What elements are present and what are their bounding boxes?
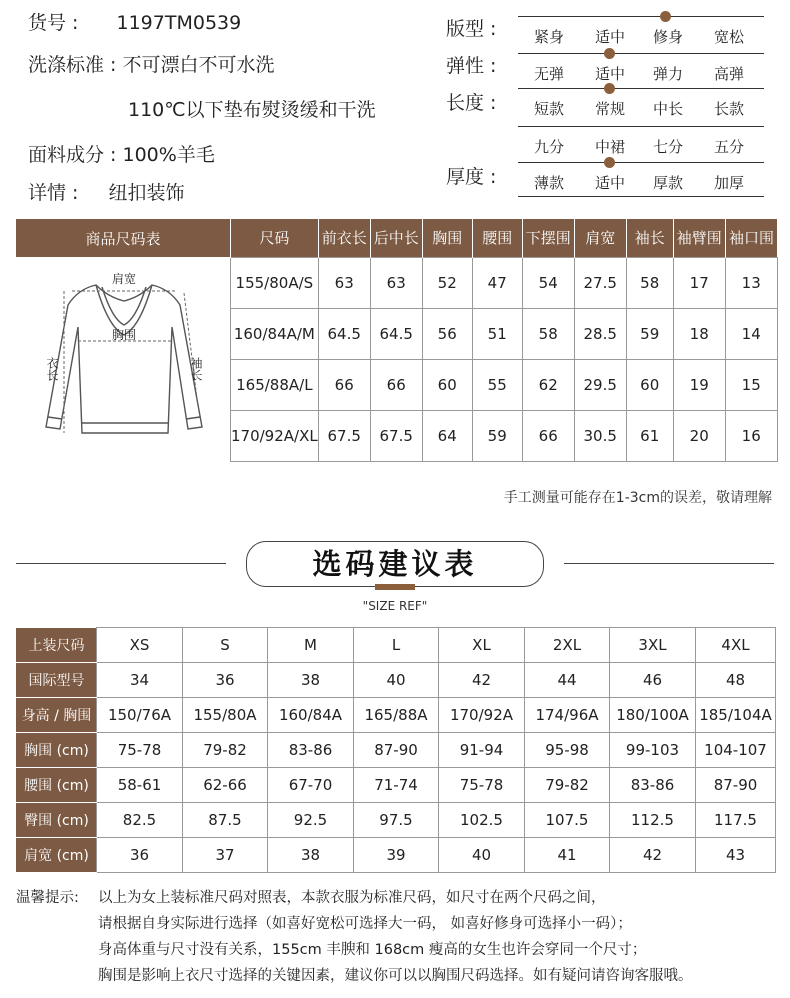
table-cell: 41 — [525, 838, 610, 873]
size-cell: 14 — [725, 308, 777, 359]
fit-scale — [518, 16, 764, 46]
length-marker — [604, 83, 615, 94]
fit-option: 宽松 — [713, 28, 744, 46]
table-cell: 160/84A — [268, 698, 354, 733]
length-secondary-track — [518, 126, 764, 127]
size-cell: 27.5 — [574, 257, 626, 308]
size-cell: 17 — [673, 257, 725, 308]
size-cell: 61 — [626, 410, 673, 461]
table-cell: XL — [439, 628, 525, 663]
size-chart-header: 袖口围 — [725, 219, 777, 257]
tips-line: 身高体重与尺寸没有关系，155cm 丰腴和 168cm 瘦高的女生也许会穿同一个尺寸； — [98, 942, 647, 958]
table-cell: 40 — [439, 838, 525, 873]
size-cell: 160/84A/M — [231, 308, 319, 359]
elasticity-label: 弹性 : — [446, 55, 497, 77]
fit-option: 紧身 — [533, 28, 564, 46]
table-cell: 71-74 — [354, 768, 439, 803]
size-cell: 15 — [725, 359, 777, 410]
size-cell: 58 — [522, 308, 574, 359]
length-secondary-option: 九分 — [533, 138, 564, 156]
size-cell: 66 — [318, 359, 370, 410]
diagram-chest-label: 胸围 — [111, 328, 137, 342]
table-cell: 46 — [610, 663, 696, 698]
size-chart-header: 胸围 — [422, 219, 472, 257]
size-cell: 63 — [318, 257, 370, 308]
table-row — [17, 698, 776, 733]
table-cell: 62-66 — [183, 768, 268, 803]
elasticity-marker — [604, 48, 615, 59]
size-chart-header: 肩宽 — [574, 219, 626, 257]
fit-marker — [660, 11, 671, 22]
table-row — [17, 803, 776, 838]
table-cell: 4XL — [696, 628, 776, 663]
tips-line: 胸围是影响上衣尺寸选择的关键因素，建议你可以以胸围尺码选择。如有疑问请咨询客服哦。 — [98, 968, 693, 984]
thickness-option: 适中 — [594, 174, 625, 192]
table-cell: 97.5 — [354, 803, 439, 838]
fit-track — [518, 16, 764, 17]
size-cell: 16 — [725, 410, 777, 461]
thickness-option: 厚款 — [652, 174, 683, 192]
size-cell: 59 — [472, 410, 522, 461]
length-secondary-option: 中裙 — [594, 138, 625, 156]
wash-standard-label: 洗涤标准 : — [28, 54, 117, 76]
size-cell: 28.5 — [574, 308, 626, 359]
table-cell: 83-86 — [268, 733, 354, 768]
table-cell: 87-90 — [696, 768, 776, 803]
tips-line: 请根据自身实际进行选择（如喜好宽松可选择大一码， 如喜好修身可选择小一码）； — [98, 916, 632, 932]
wash-standard — [28, 50, 275, 77]
title-rule-left — [16, 563, 226, 564]
title-accent-bar — [375, 584, 415, 590]
table-cell: 87-90 — [354, 733, 439, 768]
wash-standard-extra: 110℃以下垫布熨烫缓和干洗 — [128, 99, 376, 121]
size-chart-header: 后中长 — [370, 219, 422, 257]
table-row — [17, 663, 776, 698]
length-option: 常规 — [594, 100, 625, 118]
size-cell: 64.5 — [318, 308, 370, 359]
fabric-label: 面料成分 : — [28, 144, 117, 166]
table-cell: 2XL — [525, 628, 610, 663]
table-cell: 42 — [610, 838, 696, 873]
size-chart-header: 袖长 — [626, 219, 673, 257]
size-chart-header-row — [16, 219, 777, 257]
size-chart-header: 腰围 — [472, 219, 522, 257]
size-cell: 62 — [522, 359, 574, 410]
selection-title: 选码建议表 — [312, 547, 478, 581]
size-cell: 155/80A/S — [231, 257, 319, 308]
size-cell: 56 — [422, 308, 472, 359]
measurement-note: 手工测量可能存在1-3cm的误差，敬请理解 — [503, 490, 772, 506]
row-header: 上装尺码 — [17, 628, 97, 663]
thickness-label: 厚度 : — [446, 166, 497, 188]
table-cell: 112.5 — [610, 803, 696, 838]
row-header: 国际型号 — [17, 663, 97, 698]
length-option: 中长 — [652, 100, 683, 118]
table-cell: 75-78 — [97, 733, 183, 768]
size-cell: 67.5 — [318, 410, 370, 461]
diagram-length-label: 衣长 — [45, 357, 59, 381]
table-cell: 82.5 — [97, 803, 183, 838]
size-cell: 66 — [522, 410, 574, 461]
length-secondary-option: 七分 — [652, 138, 683, 156]
table-cell: 83-86 — [610, 768, 696, 803]
table-cell: S — [183, 628, 268, 663]
table-cell: 174/96A — [525, 698, 610, 733]
size-cell: 13 — [725, 257, 777, 308]
thickness-scale — [518, 162, 764, 192]
selection-subtitle: "SIZE REF" — [362, 599, 428, 613]
size-cell: 64.5 — [370, 308, 422, 359]
item-number-value: 1197TM0539 — [116, 12, 242, 34]
table-cell: 3XL — [610, 628, 696, 663]
size-cell: 58 — [626, 257, 673, 308]
size-cell: 19 — [673, 359, 725, 410]
table-cell: M — [268, 628, 354, 663]
size-chart-header: 尺码 — [231, 219, 319, 257]
table-cell: 180/100A — [610, 698, 696, 733]
size-cell: 60 — [422, 359, 472, 410]
table-cell: 39 — [354, 838, 439, 873]
table-row — [17, 838, 776, 873]
size-selection-table — [16, 627, 776, 873]
diagram-shoulder-label: 肩宽 — [111, 272, 137, 286]
fit-label: 版型 : — [446, 18, 497, 40]
table-cell: 102.5 — [439, 803, 525, 838]
length-track — [518, 88, 764, 89]
table-cell: 104-107 — [696, 733, 776, 768]
length-label: 长度 : — [446, 92, 497, 114]
size-cell: 165/88A/L — [231, 359, 319, 410]
table-cell: 91-94 — [439, 733, 525, 768]
table-cell: 165/88A — [354, 698, 439, 733]
title-rule-right — [564, 563, 774, 564]
size-cell: 20 — [673, 410, 725, 461]
length-scale — [518, 88, 764, 118]
wash-standard-value: 不可漂白不可水洗 — [122, 54, 275, 76]
size-cell: 60 — [626, 359, 673, 410]
diagram-sleeve-label: 袖长 — [189, 357, 203, 381]
thickness-option: 加厚 — [713, 174, 744, 192]
table-cell: 92.5 — [268, 803, 354, 838]
details-label: 详情 : — [28, 182, 79, 204]
table-cell: 107.5 — [525, 803, 610, 838]
table-cell: 170/92A — [439, 698, 525, 733]
attributes-bottom-rule — [518, 196, 764, 197]
size-cell: 54 — [522, 257, 574, 308]
table-row — [17, 768, 776, 803]
elasticity-option: 无弹 — [533, 65, 564, 83]
details-value: 纽扣装饰 — [108, 182, 185, 204]
size-cell: 47 — [472, 257, 522, 308]
table-cell: 150/76A — [97, 698, 183, 733]
fabric-value: 100%羊毛 — [122, 144, 215, 166]
elasticity-track — [518, 53, 764, 54]
thickness-marker — [604, 157, 615, 168]
tips-line: 以上为女上装标准尺码对照表，本款衣服为标准尺码，如尺寸在两个尺码之间， — [98, 890, 606, 906]
table-cell: 58-61 — [97, 768, 183, 803]
size-cell: 64 — [422, 410, 472, 461]
table-cell: 38 — [268, 838, 354, 873]
table-cell: 155/80A — [183, 698, 268, 733]
thickness-option: 薄款 — [533, 174, 564, 192]
size-chart-table — [16, 219, 778, 462]
size-chart-header: 袖臂围 — [673, 219, 725, 257]
size-cell: 51 — [472, 308, 522, 359]
size-chart-header: 下摆围 — [522, 219, 574, 257]
table-cell: 38 — [268, 663, 354, 698]
table-cell: 87.5 — [183, 803, 268, 838]
length-option: 长款 — [713, 100, 744, 118]
table-cell: 36 — [97, 838, 183, 873]
size-chart-header: 商品尺码表 — [16, 219, 231, 257]
thickness-track — [518, 162, 764, 163]
table-cell: 79-82 — [525, 768, 610, 803]
fabric-composition — [28, 140, 215, 167]
row-header: 肩宽 (cm) — [17, 838, 97, 873]
row-header: 臀围 (cm) — [17, 803, 97, 838]
elasticity-option: 高弹 — [713, 65, 744, 83]
table-cell: 43 — [696, 838, 776, 873]
item-number — [28, 8, 241, 35]
table-cell: 44 — [525, 663, 610, 698]
table-cell: 37 — [183, 838, 268, 873]
elasticity-option: 弹力 — [652, 65, 683, 83]
table-cell: 42 — [439, 663, 525, 698]
table-cell: 48 — [696, 663, 776, 698]
length-secondary-option: 五分 — [713, 138, 744, 156]
table-cell: 185/104A — [696, 698, 776, 733]
table-cell: 95-98 — [525, 733, 610, 768]
fit-option: 修身 — [652, 28, 683, 46]
size-cell: 67.5 — [370, 410, 422, 461]
table-cell: 34 — [97, 663, 183, 698]
size-cell: 59 — [626, 308, 673, 359]
size-cell: 55 — [472, 359, 522, 410]
elasticity-option: 适中 — [594, 65, 625, 83]
table-row — [17, 628, 776, 663]
size-cell: 66 — [370, 359, 422, 410]
length-scale-secondary — [518, 126, 764, 156]
sweater-illustration-icon — [16, 257, 230, 457]
size-cell: 18 — [673, 308, 725, 359]
size-cell: 63 — [370, 257, 422, 308]
size-cell: 52 — [422, 257, 472, 308]
table-cell: 99-103 — [610, 733, 696, 768]
table-cell: XS — [97, 628, 183, 663]
table-cell: 36 — [183, 663, 268, 698]
elasticity-scale — [518, 53, 764, 83]
table-cell: L — [354, 628, 439, 663]
size-cell: 29.5 — [574, 359, 626, 410]
table-row — [17, 733, 776, 768]
table-cell: 75-78 — [439, 768, 525, 803]
row-header: 胸围 (cm) — [17, 733, 97, 768]
length-option: 短款 — [533, 100, 564, 118]
garment-diagram — [16, 257, 231, 461]
size-chart-header: 前衣长 — [318, 219, 370, 257]
table-cell: 67-70 — [268, 768, 354, 803]
size-cell: 170/92A/XL — [231, 410, 319, 461]
row-header: 腰围 (cm) — [17, 768, 97, 803]
table-row — [16, 257, 777, 308]
tips-label: 温馨提示: — [16, 890, 79, 906]
fit-option: 适中 — [594, 28, 625, 46]
details — [28, 178, 185, 205]
size-cell: 30.5 — [574, 410, 626, 461]
item-number-label: 货号 : — [28, 12, 79, 34]
table-cell: 117.5 — [696, 803, 776, 838]
table-cell: 79-82 — [183, 733, 268, 768]
table-cell: 40 — [354, 663, 439, 698]
row-header: 身高 / 胸围 — [17, 698, 97, 733]
